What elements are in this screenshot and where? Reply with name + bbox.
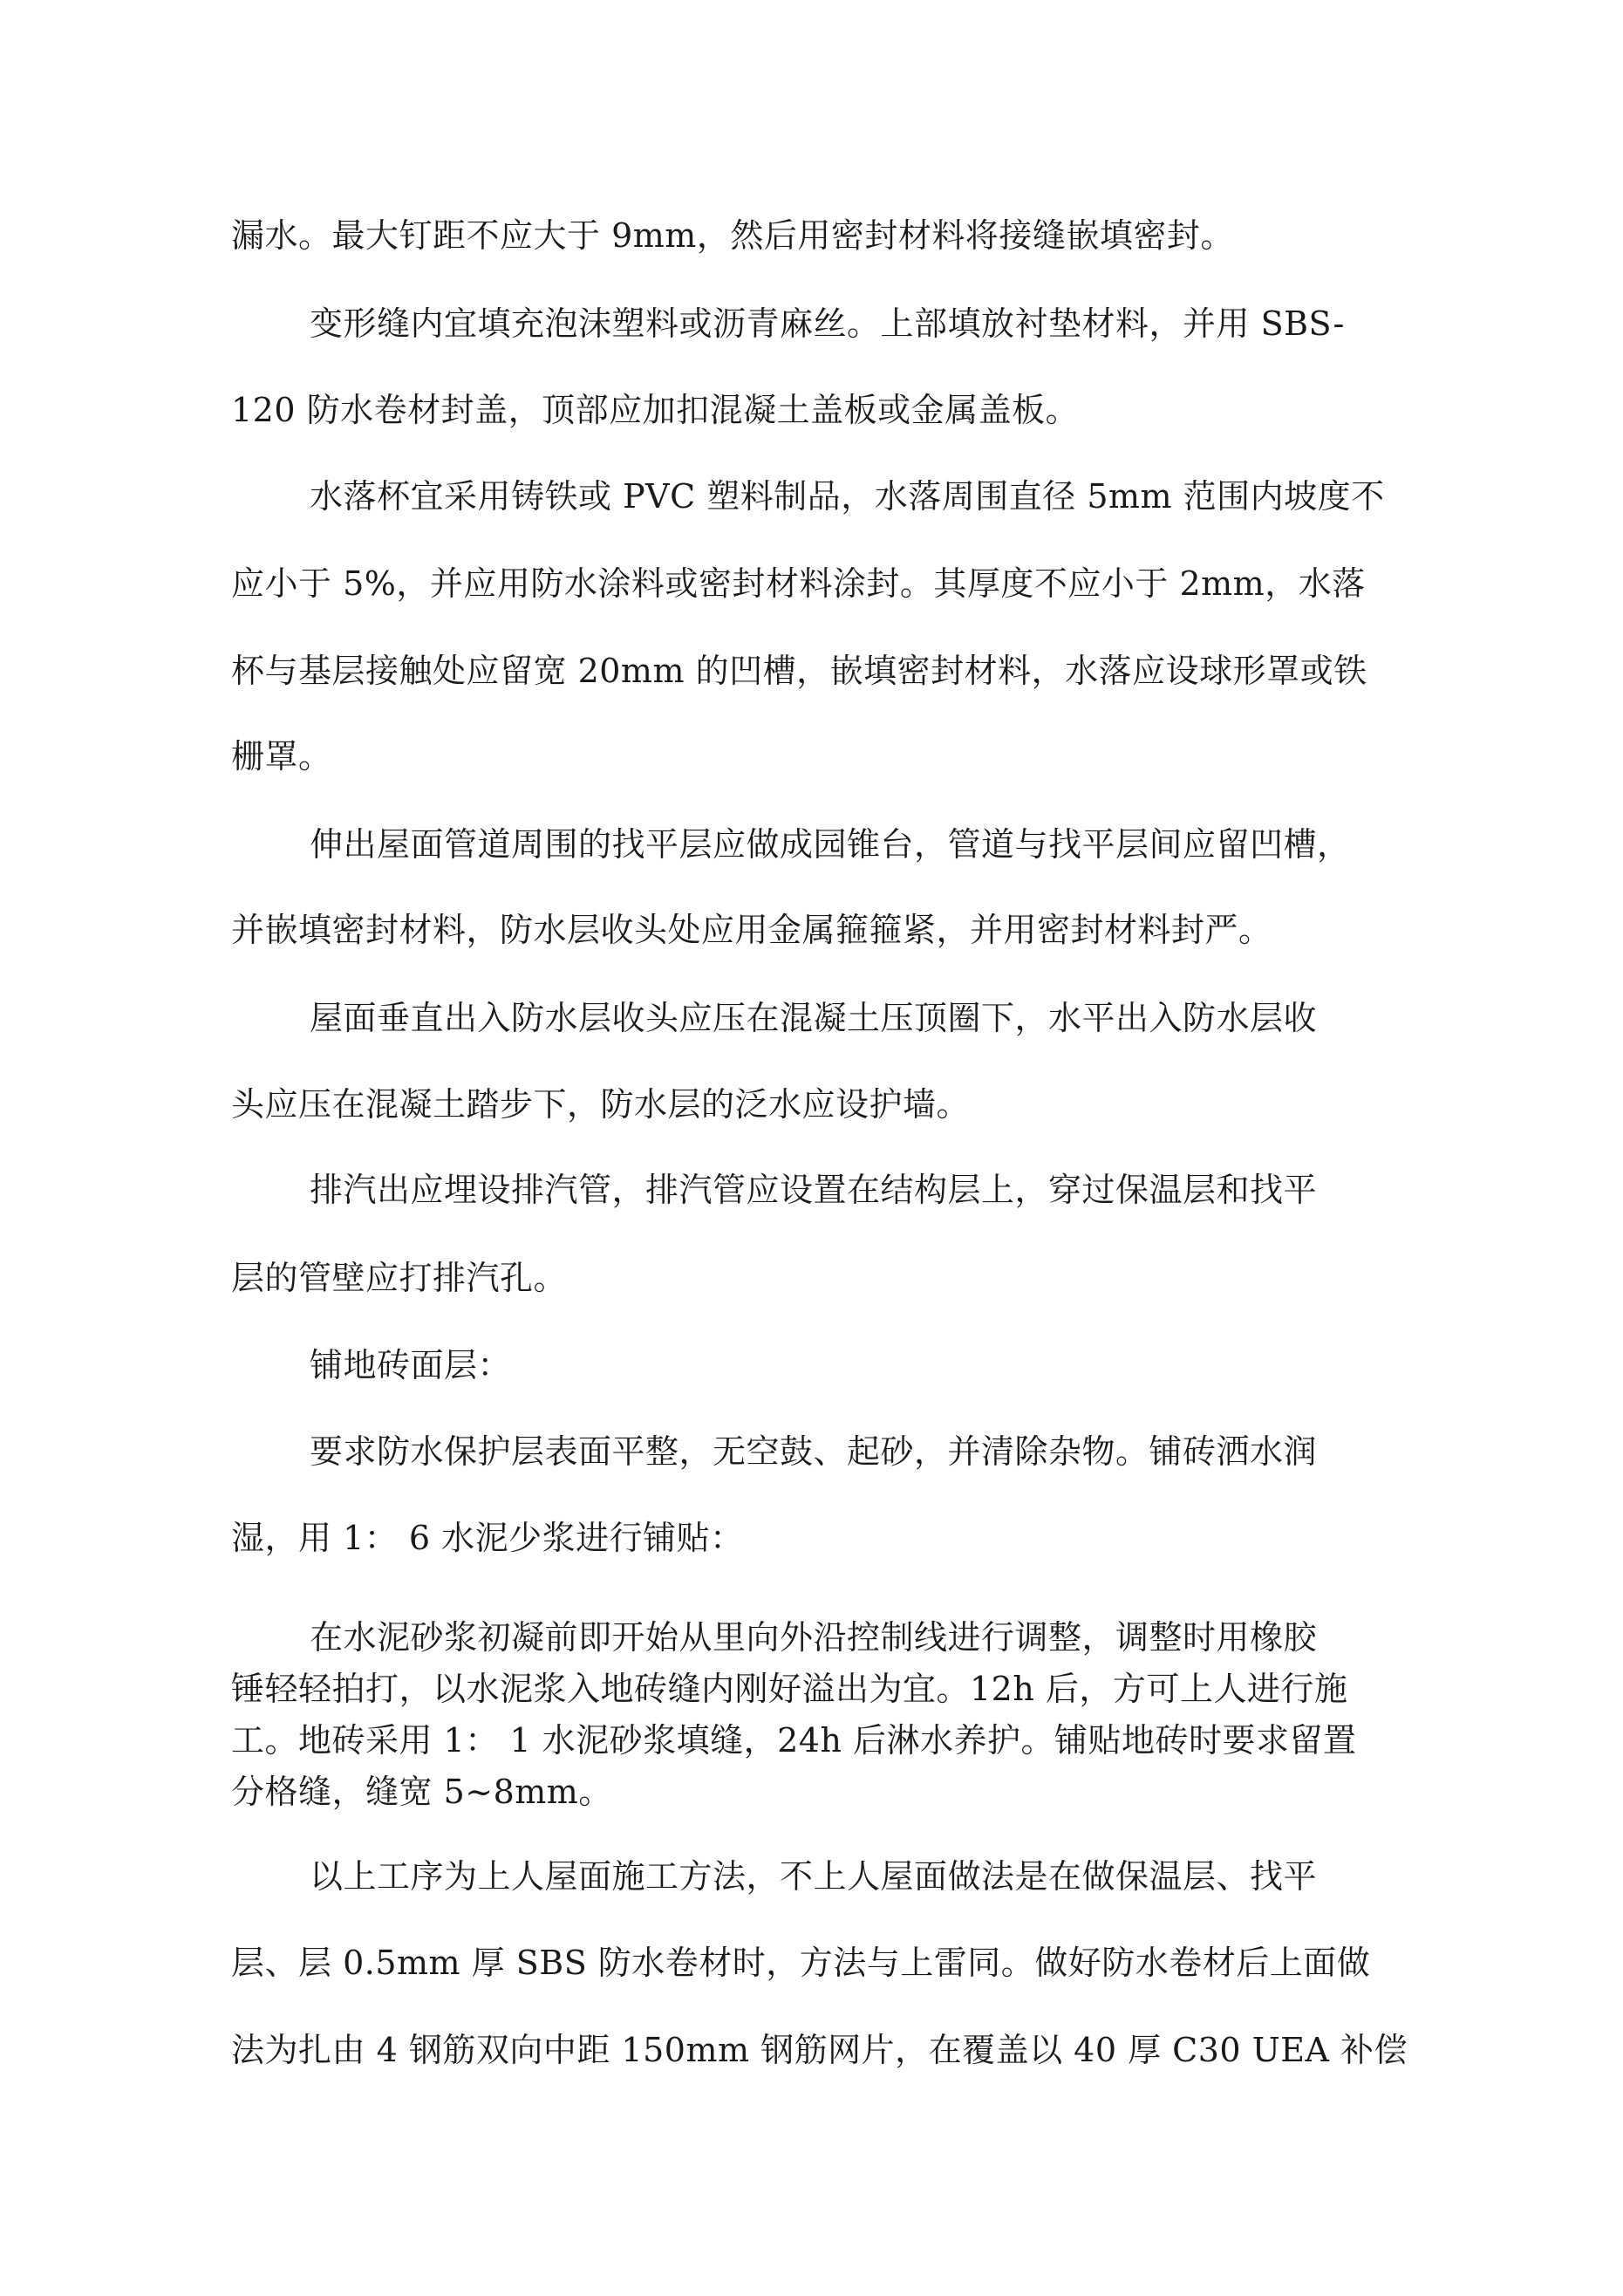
text-line: 变形缝内宜填充泡沫塑料或沥青麻丝。上部填放衬垫材料，并用 SBS-	[310, 304, 1345, 343]
text-line: 排汽出应埋设排汽管，排汽管应设置在结构层上，穿过保温层和找平	[310, 1171, 1318, 1209]
text-line: 杯与基层接触处应留宽 20mm 的凹槽，嵌填密封材料，水落应设球形罩或铁	[231, 652, 1367, 690]
text-line: 层的管壁应打排汽孔。	[231, 1259, 568, 1297]
text-line: 层、层 0.5mm 厚 SBS 防水卷材时，方法与上雷同。做好防水卷材后上面做	[231, 1944, 1371, 1982]
text-line: 伸出屋面管道周围的找平层应做成园锥台，管道与找平层间应留凹槽，	[310, 825, 1351, 864]
text-line: 以上工序为上人屋面施工方法，不上人屋面做法是在做保温层、找平	[310, 1857, 1318, 1896]
text-line: 头应压在混凝土踏步下，防水层的泛水应设护墙。	[231, 1085, 971, 1124]
text-line: 并嵌填密封材料，防水层收头处应用金属箍箍紧，并用密封材料封严。	[231, 911, 1272, 949]
text-line: 水落杯宜采用铸铁或 PVC 塑料制品，水落周围直径 5mm 范围内坡度不	[310, 477, 1385, 516]
text-line: 铺地砖面层：	[310, 1346, 512, 1384]
text-line: 应小于 5%，并应用防水涂料或密封材料涂封。其厚度不应小于 2mm，水落	[231, 564, 1366, 603]
text-line: 漏水。最大钉距不应大于 9mm，然后用密封材料将接缝嵌填密封。	[231, 216, 1234, 255]
text-line: 栅罩。	[231, 737, 332, 776]
text-line: 湿，用 1： 6 水泥少浆进行铺贴：	[231, 1519, 744, 1557]
text-line: 要求防水保护层表面平整，无空鼓、起砂，并清除杂物。铺砖洒水润	[310, 1432, 1318, 1471]
text-line: 120 防水卷材封盖，顶部应加扣混凝土盖板或金属盖板。	[231, 391, 1080, 429]
text-line: 锤轻轻拍打，以水泥浆入地砖缝内刚好溢出为宜。12h 后，方可上人进行施	[231, 1670, 1348, 1708]
text-line: 工。地砖采用 1： 1 水泥砂浆填缝，24h 后淋水养护。铺贴地砖时要求留置	[231, 1721, 1357, 1760]
text-line: 屋面垂直出入防水层收头应压在混凝土压顶圈下，水平出入防水层收	[310, 999, 1318, 1037]
text-line: 分格缝，缝宽 5~8mm。	[231, 1773, 612, 1811]
text-line: 法为扎由 4 钢筋双向中距 150mm 钢筋网片，在覆盖以 40 厚 C30 UEA 补偿	[231, 2031, 1408, 2069]
text-line: 在水泥砂浆初凝前即开始从里向外沿控制线进行调整，调整时用橡胶	[310, 1618, 1318, 1657]
